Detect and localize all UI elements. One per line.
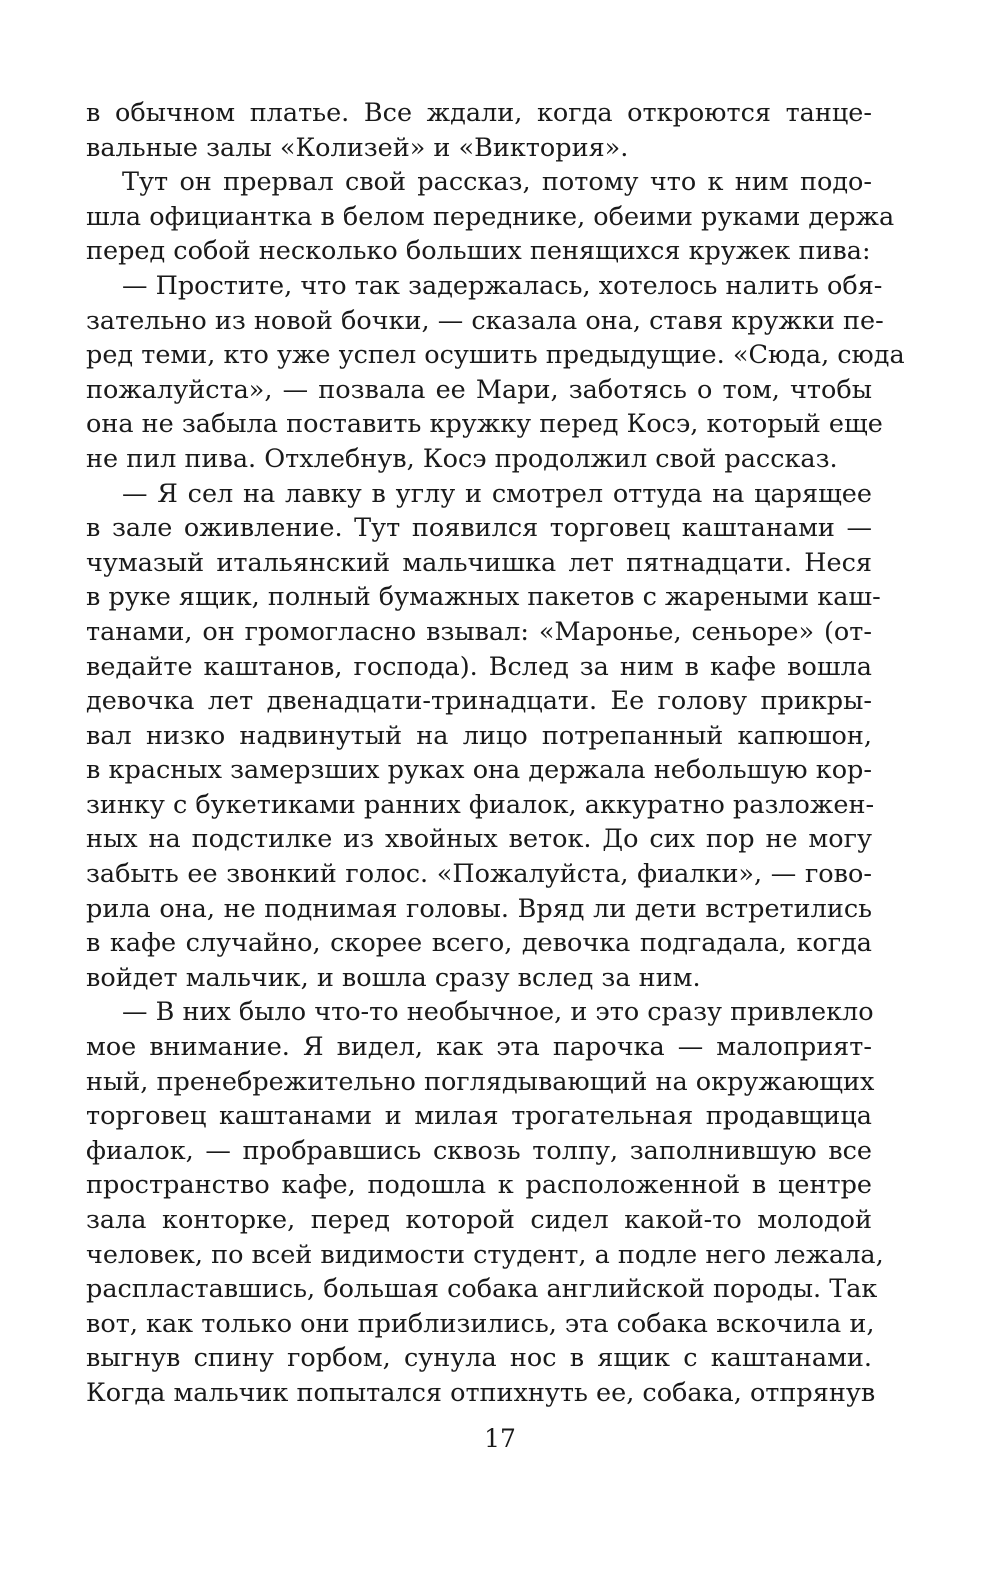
text-line: забыть ее звонкий голос. «Пожалуйста, фиалки», — гово-: [86, 859, 872, 890]
text-line: девочка лет двенадцати-тринадцати. Ее голову прикры-: [86, 686, 872, 717]
paragraph-first-line: — Простите, что так задержалась, хотелось налить обя-: [122, 270, 883, 301]
text-line: зинку с букетиками ранних фиалок, аккуратно разложен-: [86, 789, 875, 820]
text-line: распластавшись, большая собака английской породы. Так: [86, 1274, 878, 1305]
text-line: танами, он громогласно взывал: «Маронье, сеньоре» (от-: [86, 616, 872, 647]
text-line: ред теми, кто уже успел осушить предыдущие. «Сюда, сюда: [86, 340, 905, 371]
text-line: торговец каштанами и милая трогательная продавщица: [86, 1101, 872, 1132]
text-line: в зале оживление. Тут появился торговец каштанами —: [86, 513, 872, 544]
text-line: вальные залы «Колизей» и «Виктория».: [86, 132, 629, 163]
text-line: рила она, не поднимая головы. Вряд ли дети встретились: [86, 893, 872, 924]
text-line: перед собой несколько больших пенящихся кружек пива:: [86, 236, 871, 267]
text-line: фиалок, — пробравшись сквозь толпу, заполнившую все: [86, 1135, 872, 1166]
text-line: человек, по всей видимости студент, а подле него лежала,: [86, 1239, 884, 1270]
text-line: ных на подстилке из хвойных веток. До сих пор не могу: [86, 824, 872, 855]
text-line: Когда мальчик попытался отпихнуть ее, собака, отпрянув: [86, 1377, 876, 1408]
paragraph-first-line: — Я сел на лавку в углу и смотрел оттуда на царящее: [122, 478, 872, 509]
text-line: вот, как только они приблизились, эта собака вскочила и,: [86, 1308, 875, 1339]
text-line: чумазый итальянский мальчишка лет пятнадцати. Неся: [86, 547, 872, 578]
text-line: войдет мальчик, и вошла сразу вслед за ним.: [86, 962, 701, 993]
text-line: зала конторке, перед которой сидел какой-то молодой: [86, 1205, 872, 1235]
book-page-text: [86, 96, 905, 1411]
text-line: пространство кафе, подошла к расположенной в центре: [86, 1170, 872, 1201]
text-line: ведайте каштанов, господа). Вслед за ним в кафе вошла: [86, 651, 872, 682]
text-line: ный, пренебрежительно поглядывающий на окружающих: [86, 1066, 875, 1097]
text-line: шла официантка в белом переднике, обеими руками держа: [86, 201, 895, 232]
text-line: в кафе случайно, скорее всего, девочка подгадала, когда: [86, 928, 872, 959]
text-line: в красных замерзших руках она держала небольшую кор-: [86, 755, 872, 786]
text-line: выгнув спину горбом, сунула нос в ящик с каштанами.: [86, 1343, 872, 1374]
text-line: она не забыла поставить кружку перед Косэ, который еще: [86, 409, 883, 440]
text-line: пожалуйста», — позвала ее Мари, заботясь о том, чтобы: [86, 374, 872, 405]
text-line: в обычном платье. Все ждали, когда откроются танце-: [86, 98, 872, 128]
text-line: мое внимание. Я видел, как эта парочка — малоприят-: [86, 1032, 872, 1063]
paragraph-first-line: — В них было что-то необычное, и это сразу привлекло: [122, 997, 874, 1028]
paragraph-first-line: Тут он прервал свой рассказ, потому что к ним подо-: [122, 167, 872, 198]
text-line: зательно из новой бочки, — сказала она, ставя кружки пе-: [86, 305, 884, 336]
page-number: 17: [484, 1424, 516, 1453]
text-line: вал низко надвинутый на лицо потрепанный капюшон,: [86, 720, 872, 751]
text-line: не пил пива. Отхлебнув, Косэ продолжил свой рассказ.: [86, 443, 838, 474]
text-line: в руке ящик, полный бумажных пакетов с жареными каш-: [86, 582, 881, 613]
